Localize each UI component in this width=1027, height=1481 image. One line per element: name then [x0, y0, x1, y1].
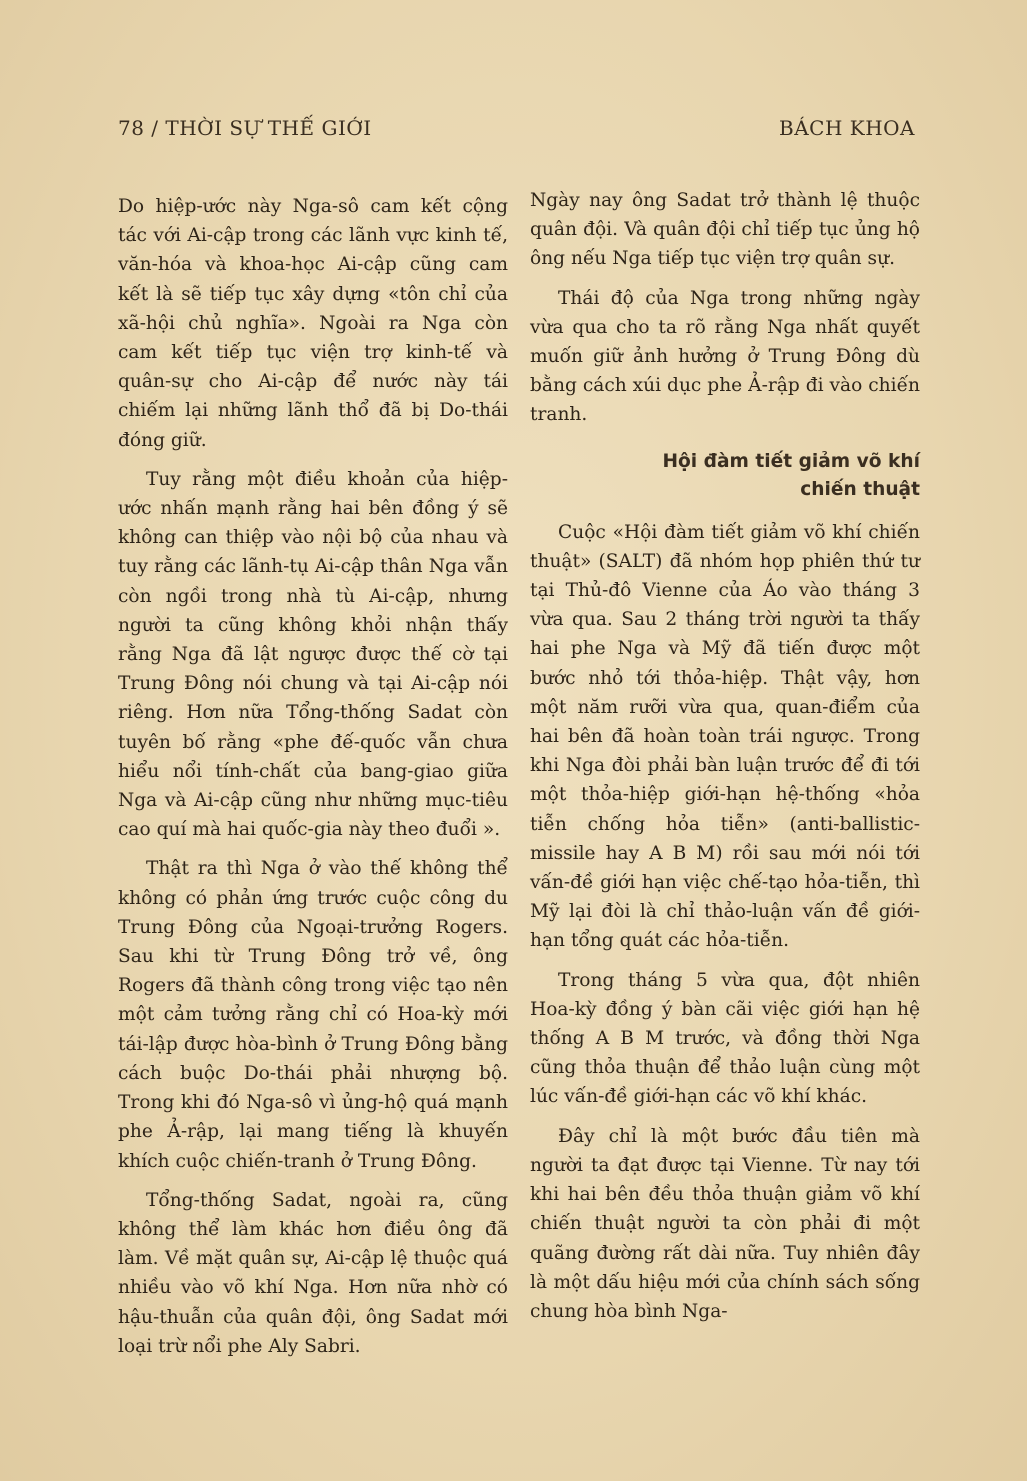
header-magazine-name: BÁCH KHOA	[779, 116, 915, 140]
section-heading-line-1: Hội đàm tiết giảm võ khí	[662, 450, 920, 472]
paragraph: Tổng-thống Sadat, ngoài ra, cũng không thể làm khác hơn điều ông đã làm. Về mặt quân sự, Ai-cập lệ thuộc quá nhiều vào võ khí Nga. Hơn nữa nhờ có hậu-thuẫn của quân đội, ông Sadat mới loại trừ nổi phe Aly Sabri.	[118, 1189, 508, 1357]
paragraph: Cuộc «Hội đàm tiết giảm võ khí chiến thuật» (SALT) đã nhóm họp phiên thứ tư tại Thủ-đô Vienne của Áo vào tháng 3 vừa qua. Sau 2 tháng trời người ta thấy hai phe Nga và Mỹ đã tiến được một bước nhỏ tới thỏa-hiệp. Thật vậy, hơn một năm rưỡi vừa qua, quan-điểm của hai bên đã hoàn toàn trái ngược. Trong khi Nga đòi phải bàn luận trước để đi tới một thỏa-hiệp giới-hạn hệ-thống «hỏa tiễn chống hỏa tiễn» (anti-ballistic-missile hay A B M) rồi sau mới nói tới vấn-đề giới hạn việc chế-tạo hỏa-tiễn, thì Mỹ lại đòi là chỉ thảo-luận vấn đề giới-hạn tổng quát các hỏa-tiễn.	[530, 521, 920, 952]
running-header	[118, 116, 915, 140]
paragraph: Thật ra thì Nga ở vào thế không thể không có phản ứng trước cuộc công du Trung Đông của Ngoại-trưởng Rogers. Sau khi từ Trung Đông trở về, ông Rogers đã thành công trong việc tạo nên một cảm tưởng rằng chỉ có Hoa-kỳ mới tái-lập được hòa-bình ở Trung Đông bằng cách buộc Do-thái phải nhượng bộ. Trong khi đó Nga-sô vì ủng-hộ quá mạnh phe Ả-rập, lại mang tiếng là khuyến khích cuộc chiến-tranh ở Trung Đông.	[118, 858, 508, 1172]
paragraph: Trong tháng 5 vừa qua, đột nhiên Hoa-kỳ đồng ý bàn cãi việc giới hạn hệ thống A B M trước, và đồng thời Nga cũng thỏa thuận để thảo luận cùng một lúc vấn-đề giới-hạn các võ khí khác.	[530, 969, 920, 1108]
paragraph: Ngày nay ông Sadat trở thành lệ thuộc quân đội. Và quân đội chỉ tiếp tục ủng hộ ông nếu Nga tiếp tục viện trợ quân sự.	[530, 190, 920, 270]
paragraph: Tuy rằng một điều khoản của hiệp-ước nhấn mạnh rằng hai bên đồng ý sẽ không can thiệp vào nội bộ của nhau và tuy rằng các lãnh-tụ Ai-cập thân Nga vẫn còn ngồi trong nhà tù Ai-cập, nhưng người ta cũng không khỏi nhận thấy rằng Nga đã lật ngược được thế cờ tại Trung Đông nói chung và tại Ai-cập nói riêng. Hơn nữa Tổng-thống Sadat còn tuyên bố rằng «phe đế-quốc vẫn chưa hiểu nổi tính-chất của bang-giao giữa Nga và Ai-cập cũng như những mục-tiêu cao quí mà hai quốc-gia này theo đuổi ».	[118, 468, 508, 841]
header-page-section: 78 / THỜI SỰ THẾ GIỚI	[118, 116, 372, 140]
paragraph: Đây chỉ là một bước đầu tiên mà người ta đạt được tại Vienne. Từ nay tới khi hai bên đều thỏa thuận giảm võ khí chiến thuật người ta còn phải đi một quãng đường rất dài nữa. Tuy nhiên đây là một dấu hiệu mới của chính sách sống chung hòa bình Nga-	[530, 1125, 920, 1322]
section-heading	[530, 448, 920, 504]
right-column	[530, 186, 920, 1336]
left-column	[118, 192, 508, 1371]
paragraph: Thái độ của Nga trong những ngày vừa qua cho ta rõ rằng Nga nhất quyết muốn giữ ảnh hưởng ở Trung Đông dù bằng cách xúi dục phe Ả-rập đi vào chiến tranh.	[530, 287, 920, 426]
paragraph: Do hiệp-ước này Nga-sô cam kết cộng tác với Ai-cập trong các lãnh vực kinh tế, văn-hóa và khoa-học Ai-cập cũng cam kết là sẽ tiếp tục xây dựng «tôn chỉ của xã-hội chủ nghĩa». Ngoài ra Nga còn cam kết tiếp tục viện trợ kinh-tế và quân-sự cho Ai-cập để nước này tái chiếm lại những lãnh thổ đã bị Do-thái đóng giữ.	[118, 196, 508, 451]
section-heading-line-2: chiến thuật	[800, 478, 920, 500]
